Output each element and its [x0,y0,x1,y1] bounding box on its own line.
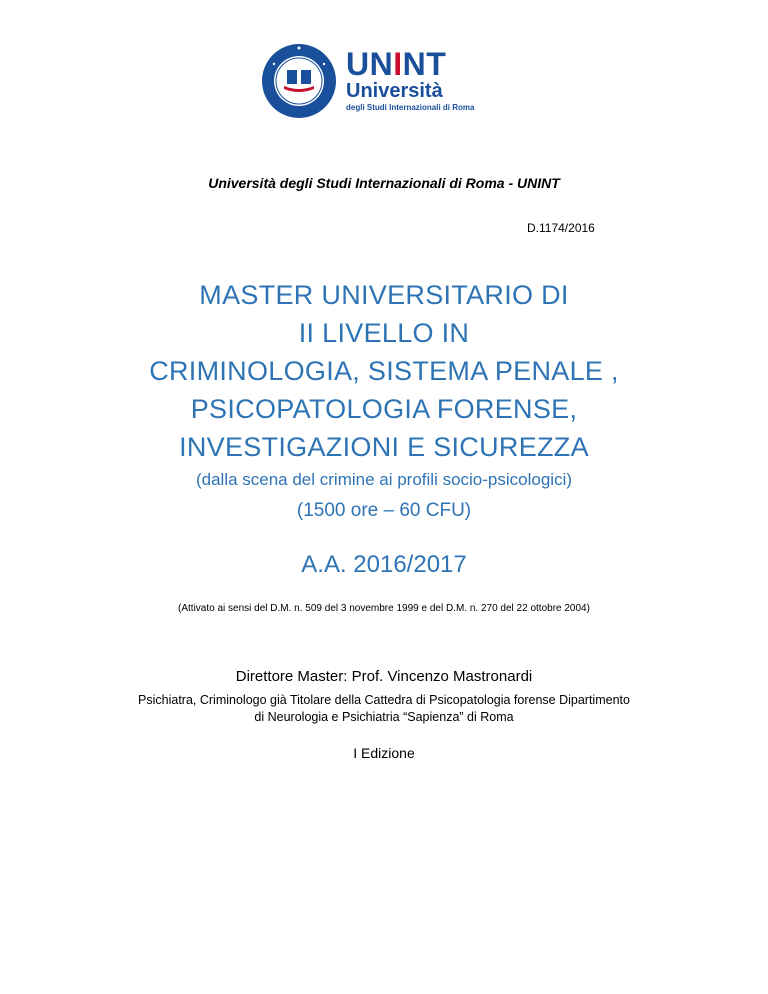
activation-note: (Attivato ai sensi del D.M. n. 509 del 3 novembre 1999 e del D.M. n. 270 del 22 ottobre 2004) [178,603,590,614]
master-title [0,276,768,466]
brand-suffix: NT [402,46,447,82]
university-seal-icon [260,42,338,120]
master-subtitle: (dalla scena del crimine ai profili socio-psicologici) [195,470,573,489]
edition: I Edizione [353,745,415,761]
brand-name [346,48,474,80]
title-line: PSICOPATOLOGIA FORENSE, [190,394,578,424]
academic-year: A.A. 2016/2017 [301,551,467,578]
title-line: MASTER UNIVERSITARIO DI [199,280,569,310]
director-bio-line: di Neurologia e Psichiatria “Sapienza” di Roma [254,710,514,724]
director-bio [0,692,768,726]
university-logo [260,42,480,120]
brand-tagline: degli Studi Internazionali di Roma [346,103,475,112]
brand-accent-letter: I [393,46,403,82]
master-hours: (1500 ore – 60 CFU) [296,500,472,521]
brand-prefix: UN [346,46,394,82]
director-name: Direttore Master: Prof. Vincenzo Mastronardi [235,668,533,685]
decree-number: D.1174/2016 [527,221,595,235]
director-bio-line: Psichiatra, Criminologo già Titolare della Cattedra di Psicopatologia forense Dipartimento [138,693,630,707]
brand-wordmark [346,48,474,112]
brand-subtitle: Università [346,80,443,102]
university-name: Università degli Studi Internazionali di Roma - UNINT [208,175,560,191]
title-line: II LIVELLO IN [298,318,470,348]
title-line: CRIMINOLOGIA, SISTEMA PENALE , [149,356,619,386]
title-line: INVESTIGAZIONI E SICUREZZA [179,432,589,462]
